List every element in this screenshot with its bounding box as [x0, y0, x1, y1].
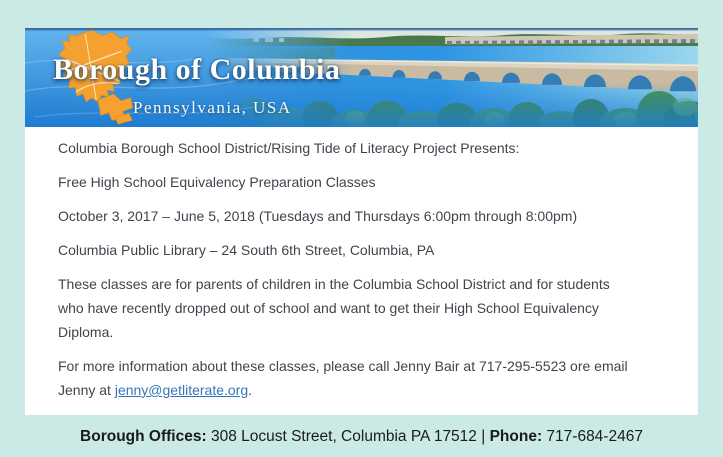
dates-line: October 3, 2017 – June 5, 2018 (Tuesdays and Thursdays 6:00pm through 8:00pm): [58, 208, 578, 224]
email-link[interactable]: jenny@getliterate.org: [114, 382, 249, 398]
content-card: [25, 127, 698, 415]
contact-paragraph: [58, 354, 665, 402]
classes-line: Free High School Equivalency Preparation Classes: [58, 174, 376, 190]
audience-line-3: Diploma.: [58, 324, 114, 340]
presents-line: Columbia Borough School District/Rising Tide of Literacy Project Presents:: [58, 140, 520, 156]
contact-line-2: [58, 378, 665, 402]
footer: [0, 426, 723, 448]
site-subtitle: Pennsylvania, USA: [133, 98, 292, 117]
audience-paragraph: [58, 272, 665, 344]
offices-label: Borough Offices:: [80, 428, 207, 445]
contact-line-2-text: Jenny at: [58, 382, 115, 398]
location-line: Columbia Public Library – 24 South 6th Street, Columbia, PA: [58, 242, 435, 258]
offices-value: 308 Locust Street, Columbia PA 17512: [210, 428, 477, 445]
audience-line-1: These classes are for parents of children in the Columbia School District and for students: [58, 276, 610, 292]
contact-line-1: For more information about these classes, please call Jenny Bair at 717-295-5523 ore email: [58, 358, 628, 374]
header-banner: [25, 28, 698, 127]
phone-value: 717-684-2467: [546, 428, 643, 445]
contact-line-2-period: .: [248, 382, 253, 398]
footer-separator: |: [481, 428, 486, 445]
audience-line-2: who have recently dropped out of school and want to get their High School Equivalency: [58, 300, 599, 316]
phone-label: Phone:: [489, 428, 543, 445]
site-title: Borough of Columbia: [53, 53, 341, 86]
